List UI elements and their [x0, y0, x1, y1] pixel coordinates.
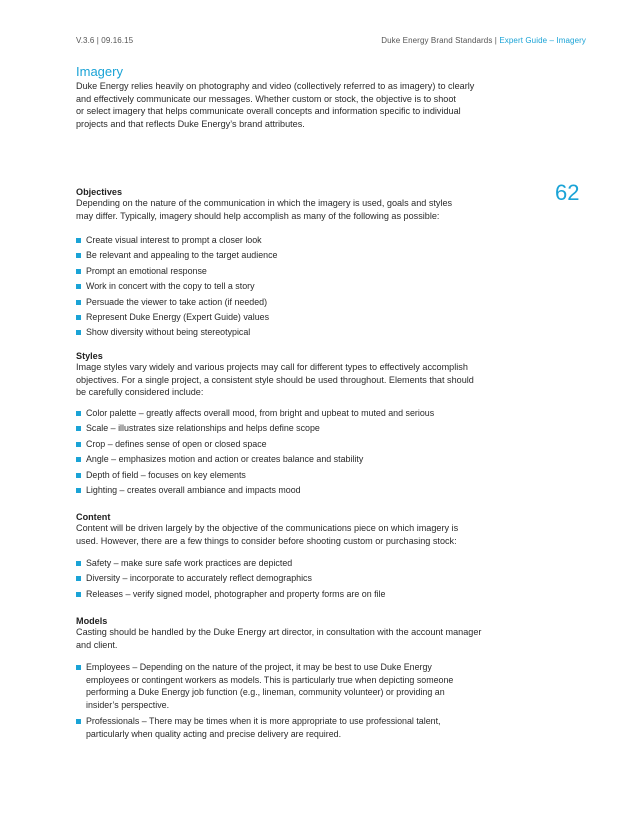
styles-line: objectives. For a single project, a consistent style should be used throughout. Elements that should	[76, 374, 474, 385]
list-item	[76, 279, 486, 294]
list-item-line: Professionals – There may be times when it is more appropriate to use professional talent,	[86, 716, 441, 727]
bullet-icon	[76, 561, 81, 566]
models-list	[76, 661, 486, 741]
bullet-icon	[76, 719, 81, 724]
styles-heading: Styles	[76, 351, 103, 361]
list-item-text: Depth of field – focuses on key elements	[86, 469, 246, 480]
content-line: Content will be driven largely by the objective of the communications piece on which imagery is	[76, 523, 459, 533]
list-item-line: Employees – Depending on the nature of the project, it may be best to use Duke Energy	[86, 662, 432, 672]
bullet-icon	[76, 269, 81, 274]
page-number: 62	[555, 180, 580, 205]
list-item-text: Prompt an emotional response	[86, 265, 207, 276]
bullet-icon	[76, 411, 81, 416]
bullet-icon	[76, 592, 81, 597]
models-line: and client.	[76, 639, 118, 650]
models-section	[76, 616, 486, 651]
content-list	[76, 556, 486, 602]
header-separator: |	[494, 36, 497, 45]
list-item-line: performing a Duke Energy job function (e.g., lineman, community volunteer) or providing an	[86, 687, 445, 698]
bullet-icon	[76, 488, 81, 493]
list-item-text: Create visual interest to prompt a closer look	[86, 235, 262, 245]
list-item	[76, 483, 486, 498]
intro-line: or select imagery that helps communicate overall concepts and information specific to individual	[76, 106, 461, 117]
objectives-section	[76, 187, 486, 222]
list-item-line: employees or contingent workers as models. This is particularly true when depicting someone	[86, 674, 454, 685]
list-item	[76, 248, 486, 263]
styles-line: Image styles vary widely and various projects may call for different types to effectively accomplish	[76, 362, 468, 372]
bullet-icon	[76, 330, 81, 335]
intro-line: projects and that reflects Duke Energy’s brand attributes.	[76, 118, 305, 129]
list-item-text: Safety – make sure safe work practices are depicted	[86, 558, 293, 568]
list-item-text: Diversity – incorporate to accurately reflect demographics	[86, 573, 312, 584]
list-item	[76, 661, 486, 711]
styles-list	[76, 406, 486, 498]
list-item	[76, 295, 486, 310]
list-item-line: particularly when quality acting and precise delivery are required.	[86, 728, 342, 739]
list-item-text: Persuade the viewer to take action (if needed)	[86, 296, 268, 307]
list-item-text: Lighting – creates overall ambiance and impacts mood	[86, 485, 301, 496]
list-item	[76, 587, 486, 602]
bullet-icon	[76, 300, 81, 305]
objectives-line: may differ. Typically, imagery should help accomplish as many of the following as possible:	[76, 210, 440, 221]
list-item	[76, 325, 486, 340]
list-item-line: insider’s perspective.	[86, 699, 170, 710]
bullet-icon	[76, 457, 81, 462]
list-item	[76, 310, 486, 325]
objectives-list	[76, 233, 486, 341]
list-item-text: Represent Duke Energy (Expert Guide) values	[86, 312, 270, 323]
bullet-icon	[76, 238, 81, 243]
list-item	[76, 421, 486, 436]
brand-name: Duke Energy Brand Standards	[381, 36, 493, 45]
running-header	[381, 36, 586, 45]
intro-line: Duke Energy relies heavily on photography and video (collectively referred to as imagery) to clearly	[76, 81, 475, 91]
content-heading: Content	[76, 512, 111, 522]
objectives-heading: Objectives	[76, 187, 122, 197]
objectives-line: Depending on the nature of the communication in which the imagery is used, goals and styles	[76, 198, 453, 208]
list-item	[76, 571, 486, 586]
bullet-icon	[76, 473, 81, 478]
list-item-text: Be relevant and appealing to the target audience	[86, 250, 278, 261]
styles-line: be carefully considered include:	[76, 387, 204, 398]
list-item	[76, 556, 486, 571]
list-item-text: Scale – illustrates size relationships and helps define scope	[86, 423, 320, 434]
list-item	[76, 233, 486, 248]
document-version: V.3.6 | 09.16.15	[76, 36, 134, 45]
list-item-text: Color palette – greatly affects overall mood, from bright and upbeat to muted and serious	[86, 408, 435, 418]
styles-section	[76, 351, 486, 399]
bullet-icon	[76, 315, 81, 320]
list-item-text: Releases – verify signed model, photographer and property forms are on file	[86, 588, 386, 599]
intro-paragraph	[76, 80, 486, 130]
list-item	[76, 468, 486, 483]
list-item	[76, 452, 486, 467]
bullet-icon	[76, 442, 81, 447]
bullet-icon	[76, 576, 81, 581]
list-item-text: Angle – emphasizes motion and action or creates balance and stability	[86, 454, 364, 465]
list-item-text: Work in concert with the copy to tell a story	[86, 281, 255, 292]
models-line: Casting should be handled by the Duke Energy art director, in consultation with the account manager	[76, 627, 482, 637]
list-item	[76, 406, 486, 421]
bullet-icon	[76, 253, 81, 258]
bullet-icon	[76, 665, 81, 670]
list-item	[76, 715, 486, 740]
models-heading: Models	[76, 616, 108, 626]
list-item	[76, 264, 486, 279]
content-section	[76, 512, 486, 547]
list-item-text: Crop – defines sense of open or closed space	[86, 438, 267, 449]
page-title: Imagery	[76, 64, 123, 79]
section-name: Expert Guide – Imagery	[499, 36, 586, 45]
bullet-icon	[76, 284, 81, 289]
list-item-text: Show diversity without being stereotypical	[86, 327, 251, 338]
list-item	[76, 437, 486, 452]
bullet-icon	[76, 426, 81, 431]
intro-line: and effectively communicate our messages. Whether custom or stock, the objective is to shoot	[76, 93, 456, 104]
content-line: used. However, there are a few things to consider before shooting custom or purchasing stock:	[76, 535, 457, 546]
